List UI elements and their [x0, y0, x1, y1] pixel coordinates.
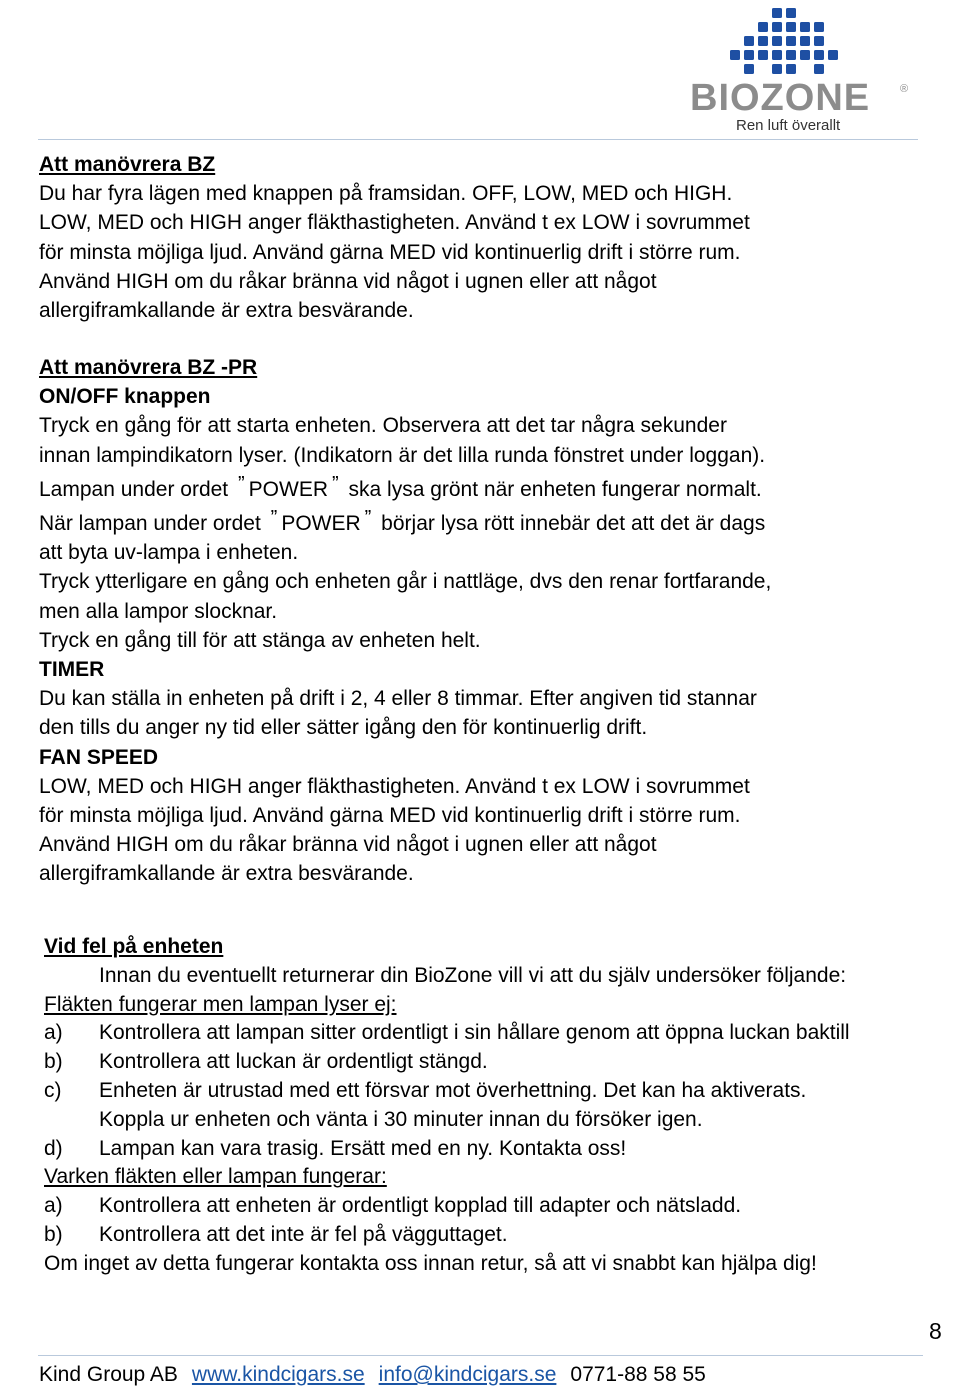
list-item-continuation: Koppla ur enheten och vänta i 30 minuter innan du försöker igen. — [99, 1107, 703, 1131]
list-item: a) Kontrollera att enheten är ordentligt kopplad till adapter och nätsladd. — [44, 1194, 742, 1218]
list-item: a) Kontrollera att lampan sitter ordentligt i sin hållare genom att öppna luckan baktill — [44, 1021, 850, 1045]
footer-website-link[interactable]: www.kindcigars.se — [191, 1363, 365, 1386]
footer-phone: 0771-88 58 55 — [570, 1363, 706, 1386]
power-line-green: Lampan under ordet ” POWER ” ska lysa grönt när enheten fungerar normalt. — [39, 472, 762, 501]
power-word: POWER — [248, 477, 328, 501]
logo-tagline: Ren luft överallt — [736, 117, 841, 134]
paragraph-line: LOW, MED och HIGH anger fläkthastigheten. Använd t ex LOW i sovrummet — [39, 774, 750, 798]
section-operate-bz-pr — [39, 353, 944, 889]
section-operate-bz — [39, 150, 944, 325]
paragraph-line: Använd HIGH om du råkar bränna vid något i ugnen eller att något — [39, 833, 657, 857]
paragraph-line: för minsta möjliga ljud. Använd gärna MED vid kontinuerlig drift i större rum. — [39, 804, 741, 828]
paragraph-line: Använd HIGH om du råkar bränna vid något i ugnen eller att något — [39, 269, 657, 293]
list-item: b) Kontrollera att det inte är fel på vägguttaget. — [44, 1222, 508, 1246]
paragraph-line: Tryck en gång för att starta enheten. Observera att det tar några sekunder — [39, 414, 727, 438]
section-heading: Vid fel på enheten — [44, 935, 224, 958]
list-item: b) Kontrollera att luckan är ordentligt stängd. — [44, 1050, 488, 1074]
power-word: POWER — [281, 512, 361, 536]
troubleshooting-intro: Innan du eventuellt returnerar din BioZone vill vi att du själv undersöker följande: — [99, 963, 847, 987]
timer-heading: TIMER — [39, 658, 105, 682]
section-troubleshooting — [44, 933, 960, 1279]
paragraph-line: att byta uv-lampa i enheten. — [39, 541, 299, 565]
list-item: c) Enheten är utrustad med ett försvar mot överhettning. Det kan ha aktiverats. — [44, 1078, 807, 1102]
footer-email-link[interactable]: info@kindcigars.se — [378, 1363, 557, 1386]
case-title: Varken fläkten eller lampan fungerar: — [44, 1165, 387, 1189]
paragraph-line: allergiframkallande är extra besvärande. — [39, 862, 414, 886]
paragraph-line: Tryck ytterligare en gång och enheten går i nattläge, dvs den renar fortfarande, — [39, 570, 772, 594]
paragraph-line: den tills du anger ny tid eller sätter igång den för kontinuerlig drift. — [39, 716, 648, 740]
paragraph-line: LOW, MED och HIGH anger fläkthastigheten. Använd t ex LOW i sovrummet — [39, 211, 750, 235]
fan-speed-heading: FAN SPEED — [39, 745, 159, 769]
logo-wordmark: BIOZONE — [690, 77, 871, 119]
power-line-red: När lampan under ordet ” POWER ” börjar lysa rött innebär det att det är dags — [39, 507, 766, 536]
footer-divider — [38, 1355, 923, 1356]
paragraph-line: för minsta möjliga ljud. Använd gärna MED vid kontinuerlig drift i större rum. — [39, 240, 741, 264]
logo-dots — [730, 8, 838, 74]
logo-graphic — [688, 6, 914, 136]
paragraph-line: Du kan ställa in enheten på drift i 2, 4 eller 8 timmar. Efter angiven tid stannar — [39, 687, 757, 711]
paragraph-line: Tryck en gång till för att stänga av enheten helt. — [39, 628, 481, 652]
troubleshooting-closing: Om inget av detta fungerar kontakta oss innan retur, så att vi snabbt kan hjälpa dig! — [44, 1251, 817, 1275]
registered-mark: ® — [900, 83, 909, 95]
header-divider — [38, 139, 918, 140]
footer-company: Kind Group AB — [39, 1363, 178, 1386]
footer — [39, 1363, 706, 1387]
biozone-logo — [688, 6, 914, 136]
section-heading: Att manövrera BZ -PR — [39, 356, 258, 379]
page-number: 8 — [929, 1318, 942, 1344]
paragraph-line: allergiframkallande är extra besvärande. — [39, 299, 414, 323]
paragraph-line: innan lampindikatorn lyser. (Indikatorn är det lilla runda fönstret under loggan). — [39, 443, 766, 467]
section-heading: Att manövrera BZ — [39, 153, 216, 176]
case-title: Fläkten fungerar men lampan lyser ej: — [44, 992, 397, 1016]
paragraph-line: Du har fyra lägen med knappen på framsidan. OFF, LOW, MED och HIGH. — [39, 182, 733, 206]
list-item: d) Lampan kan vara trasig. Ersätt med en ny. Kontakta oss! — [44, 1136, 627, 1160]
paragraph-line: men alla lampor slocknar. — [39, 599, 278, 623]
subheading-on-off: ON/OFF knappen — [39, 385, 211, 409]
